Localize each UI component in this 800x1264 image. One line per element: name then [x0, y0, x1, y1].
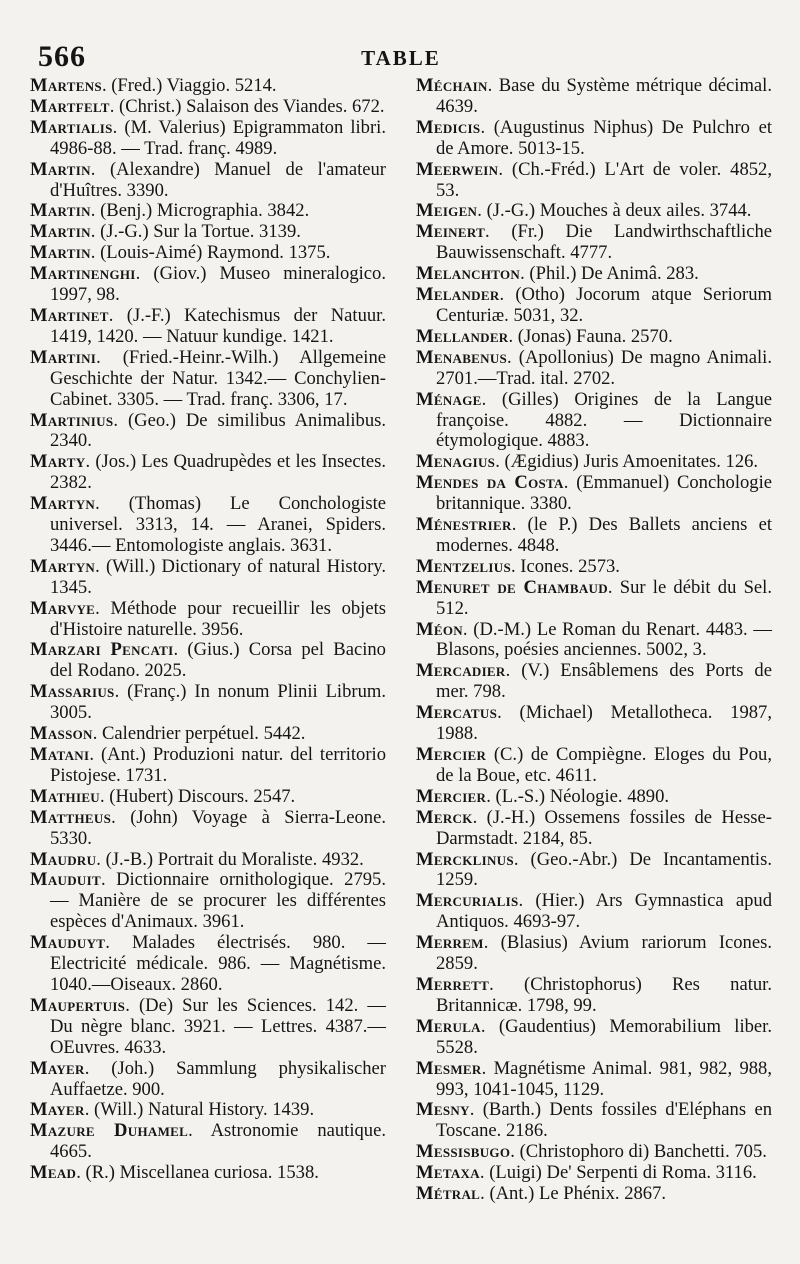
entry-name: Mattheus [30, 806, 112, 828]
entry-text: . (Hubert) Discours. 2547. [99, 785, 296, 807]
entry-text: . (Giov.) Museo mineralogico. 1997, 98. [50, 263, 386, 306]
entry-name: Martinius [30, 409, 114, 431]
entry-name: Méon [416, 618, 463, 640]
entry-text: . (Benj.) Micrographia. 3842. [90, 200, 310, 222]
index-entry [416, 808, 772, 850]
entry-text: . (J.-F.) Katechismus der Natuur. 1419, 1420. — Natuur kundige. 1421. [50, 304, 386, 347]
entry-text: . (Will.) Dictionary of natural History. 1345. [50, 555, 386, 598]
index-columns [30, 76, 772, 1205]
index-entry [416, 1100, 772, 1142]
index-entry [416, 452, 772, 473]
index-entry [416, 473, 772, 515]
entry-name: Martin [30, 200, 91, 222]
entry-text: . (J.-G.) Sur la Tortue. 3139. [90, 221, 301, 243]
entry-name: Méchain [416, 75, 488, 96]
entry-text: . Dictionnaire ornithologique. 2795. — Manière de se procurer les différentes espèces d'Animaux. 3961. [50, 869, 386, 933]
entry-name: Martialis [30, 116, 113, 138]
index-entry [416, 578, 772, 620]
entry-name: Ménestrier [416, 514, 512, 536]
index-entry [30, 724, 386, 745]
entry-name: Meerwein [416, 158, 499, 180]
index-entry [30, 1163, 386, 1184]
page-number: 566 [38, 40, 86, 73]
entry-text: . (le P.) Des Ballets anciens et modernes. 4848. [436, 514, 772, 556]
entry-name: Mesmer [416, 1057, 482, 1079]
entry-text: . (Will.) Natural History. 1439. [84, 1099, 315, 1121]
entry-name: Mentzelius [416, 555, 511, 577]
index-entry [30, 1121, 386, 1163]
entry-text: . (Otho) Jocorum atque Seriorum Centuriæ. 5031, 32. [436, 284, 772, 326]
entry-text: . (Alexandre) Manuel de l'amateur d'Huîtres. 3390. [50, 158, 386, 201]
entry-name: Martin [30, 221, 91, 243]
entry-name: Métral [416, 1183, 481, 1205]
entry-name: Menagius [416, 451, 496, 473]
entry-text: . (Luigi) De' Serpenti di Roma. 3116. [479, 1162, 757, 1184]
entry-name: Marzari Pencati [30, 639, 174, 661]
entry-text: . (Ant.) Le Phénix. 2867. [480, 1183, 667, 1205]
index-entry [30, 870, 386, 933]
entry-text: . (Fr.) Die Landwirthschaftliche Bauwissenschaft. 4777. [436, 221, 772, 264]
index-entry [416, 620, 772, 662]
index-entry [30, 682, 386, 724]
index-entry [30, 118, 386, 160]
entry-name: Mellander [416, 325, 509, 347]
entry-text: . (Phil.) De Animâ. 283. [520, 263, 699, 285]
index-entry [30, 787, 386, 808]
index-entry [30, 933, 386, 996]
index-entry [416, 850, 772, 892]
entry-name: Mercatus [416, 702, 498, 724]
entry-name: Mendes da Costa [416, 472, 564, 494]
entry-name: Mauduyt [30, 932, 106, 954]
entry-name: Meinert [416, 221, 486, 243]
entry-name: Mayer [30, 1099, 85, 1121]
index-entry [30, 745, 386, 787]
page-header [30, 40, 772, 76]
entry-text: . (Jonas) Fauna. 2570. [508, 325, 673, 347]
entry-text: . (Joh.) Sammlung physikalischer Auffaetze. 900. [50, 1057, 386, 1100]
entry-name: Mercier [416, 785, 487, 807]
running-head: TABLE [361, 46, 441, 70]
index-entry [416, 787, 772, 808]
index-entry [416, 1059, 772, 1101]
index-entry [416, 661, 772, 703]
entry-name: Menabenus [416, 346, 508, 368]
left-column [30, 76, 386, 1205]
entry-text: . Icones. 2573. [510, 555, 620, 577]
entry-name: Mazure Duhamel [30, 1120, 189, 1142]
index-entry [30, 201, 386, 222]
entry-name: Masson [30, 723, 93, 745]
entry-text: . Calendrier perpétuel. 5442. [92, 723, 306, 745]
entry-name: Matani [30, 744, 90, 765]
entry-name: Mathieu [30, 785, 100, 807]
entry-text: . (Geo.-Abr.) De Incantamentis. 1259. [436, 848, 772, 891]
entry-name: Mead [30, 1162, 77, 1184]
entry-name: Mercadier [416, 660, 506, 682]
right-column [416, 76, 772, 1205]
index-entry [30, 97, 386, 118]
entry-name: Martini [30, 346, 97, 368]
entry-text: . (J.-G.) Mouches à deux ailes. 3744. [477, 200, 752, 222]
entry-name: Marty [30, 451, 86, 473]
entry-name: Mercklinus [416, 848, 514, 870]
index-entry [416, 1163, 772, 1184]
index-entry [30, 1059, 386, 1101]
entry-name: Martinet [30, 304, 109, 326]
index-entry [30, 599, 386, 641]
index-entry [416, 1017, 772, 1059]
entry-text: . (Ch.-Fréd.) L'Art de voler. 4852, 53. [436, 158, 772, 201]
entry-text: . (Jos.) Les Quadrupèdes et les Insectes. 2382. [50, 451, 386, 494]
index-entry [30, 76, 386, 97]
entry-text: . (R.) Miscellanea curiosa. 1538. [76, 1162, 319, 1184]
index-entry [30, 160, 386, 202]
entry-name: Merck [416, 806, 473, 828]
entry-name: Melander [416, 284, 500, 306]
index-entry [416, 222, 772, 264]
entry-name: Medicis [416, 116, 481, 138]
index-entry [416, 557, 772, 578]
index-entry [416, 1184, 772, 1205]
index-entry [416, 160, 772, 202]
entry-text: . (J.-B.) Portrait du Moraliste. 4932. [96, 848, 364, 870]
index-entry [30, 348, 386, 411]
entry-text: . (John) Voyage à Sierra-Leone. 5330. [50, 806, 386, 849]
index-entry [30, 494, 386, 557]
entry-name: Martfelt [30, 95, 110, 117]
entry-text: . (Ant.) Produzioni natur. del territorio Pistojese. 1731. [50, 744, 386, 786]
entry-text: . (Hier.) Ars Gymnastica apud Antiquos. 4693-97. [436, 890, 772, 933]
entry-name: Martin [30, 158, 91, 180]
entry-name: Martyn [30, 555, 96, 577]
entry-name: Marvye [30, 597, 96, 619]
entry-name: Martinenghi [30, 263, 136, 285]
entry-text: . (Louis-Aimé) Raymond. 1375. [90, 242, 331, 264]
entry-text: . (L.-S.) Néologie. 4890. [486, 785, 670, 807]
index-entry [416, 327, 772, 348]
entry-text: . (Geo.) De similibus Animalibus. 2340. [50, 409, 386, 452]
index-entry [416, 390, 772, 453]
entry-text: . (M. Valerius) Epigrammaton libri. 4986-88. — Trad. franç. 4989. [50, 116, 386, 159]
entry-text: . (Christophoro di) Banchetti. 705. [510, 1141, 767, 1163]
index-entry [30, 1100, 386, 1121]
entry-name: Mesny [416, 1099, 470, 1121]
entry-text: . (Christophorus) Res natur. Britannicæ. 1798, 99. [436, 973, 772, 1016]
index-entry [30, 996, 386, 1059]
index-entry [30, 306, 386, 348]
entry-text: . (V.) Ensâblemens des Ports de mer. 798. [436, 660, 772, 703]
index-entry [416, 76, 772, 118]
index-entry [30, 850, 386, 871]
entry-name: Mercurialis [416, 890, 519, 912]
entry-text: . (De) Sur les Sciences. 142. — Du nègre blanc. 3921. — Lettres. 4387.—OEuvres. 4633. [50, 994, 386, 1058]
entry-text: . (Fred.) Viaggio. 5214. [101, 75, 277, 96]
entry-text: . (Ægidius) Juris Amoenitates. 126. [495, 451, 759, 473]
index-entry [416, 1142, 772, 1163]
entry-name: Mauduit [30, 869, 101, 891]
entry-name: Maupertuis [30, 994, 126, 1016]
entry-text: . Malades électrisés. 980. — Electricité médicale. 986. — Magnétisme. 1040.—Oiseaux. 2860. [50, 932, 386, 995]
entry-name: Meigen [416, 200, 478, 222]
entry-text: . (Gilles) Origines de la Langue françoise. 4882. — Dictionnaire étymologique. 4883. [436, 388, 772, 452]
index-entry [416, 118, 772, 160]
index-entry [416, 201, 772, 222]
entry-text: . (Gius.) Corsa pel Bacino del Rodano. 2025. [50, 639, 386, 682]
entry-name: Martin [30, 242, 91, 264]
index-entry [416, 703, 772, 745]
index-entry [30, 557, 386, 599]
index-entry [30, 808, 386, 850]
index-entry [416, 285, 772, 327]
index-entry [416, 975, 772, 1017]
entry-name: Martyn [30, 493, 96, 515]
entry-text: . (Fried.-Heinr.-Wilh.) Allgemeine Geschichte der Natur. 1342.— Conchylien-Cabinet. 3305. — Trad. franç. 3306, 17. [50, 346, 386, 410]
index-entry [416, 515, 772, 557]
entry-text: . (Christ.) Salaison des Viandes. 672. [109, 95, 385, 117]
entry-name: Martens [30, 75, 102, 96]
entry-name: Merula [416, 1015, 481, 1037]
index-entry [30, 222, 386, 243]
index-entry [416, 745, 772, 787]
index-entry [416, 933, 772, 975]
entry-name: Messisbugo [416, 1141, 511, 1163]
entry-text: . (Blasius) Avium rariorum Icones. 2859. [436, 932, 772, 975]
index-entry [30, 264, 386, 306]
entry-text: . (Emmanuel) Conchologie britannique. 3380. [436, 472, 772, 515]
entry-text: . (Augustinus Niphus) De Pulchro et de Amore. 5013-15. [436, 116, 772, 159]
entry-name: Massarius [30, 681, 115, 703]
index-entry [30, 411, 386, 453]
entry-text: . (Michael) Metallotheca. 1987, 1988. [436, 702, 772, 745]
entry-text: . Méthode pour recueillir les objets d'Histoire naturelle. 3956. [50, 597, 386, 640]
entry-text: . Sur le débit du Sel. 512. [436, 576, 772, 619]
entry-text: . (Thomas) Le Conchologiste universel. 3313, 14. — Aranei, Spiders. 3446.— Entomologiste anglais. 3631. [50, 493, 386, 556]
entry-text: . (Barth.) Dents fossiles d'Eléphans en Toscane. 2186. [436, 1099, 772, 1142]
entry-name: Melanchton [416, 263, 521, 285]
entry-text: . Base du Système métrique décimal. 4639. [436, 75, 772, 117]
index-entry [416, 264, 772, 285]
index-entry [416, 891, 772, 933]
index-entry [30, 640, 386, 682]
index-entry [416, 348, 772, 390]
entry-text: . (Gaudentius) Memorabilium liber. 5528. [436, 1015, 772, 1058]
entry-name: Metaxa [416, 1162, 480, 1184]
index-entry [30, 243, 386, 264]
entry-text: . (J.-H.) Ossemens fossiles de Hesse-Darmstadt. 2184, 85. [436, 806, 772, 849]
entry-name: Ménage [416, 388, 482, 410]
entry-name: Merrem [416, 932, 484, 954]
index-entry [30, 452, 386, 494]
entry-name: Maudru [30, 848, 97, 870]
entry-name: Menuret de Chambaud [416, 576, 608, 598]
entry-text: . (D.-M.) Le Roman du Renart. 4483. — Blasons, poésies anciennes. 5002, 3. [436, 618, 772, 661]
entry-text: . Astronomie nautique. 4665. [50, 1120, 386, 1163]
entry-text: (C.) de Compiègne. Eloges du Pou, de la Boue, etc. 4611. [436, 744, 772, 786]
entry-name: Mayer [30, 1057, 85, 1079]
entry-name: Merrett [416, 973, 490, 995]
entry-text: . (Franç.) In nonum Plinii Librum. 3005. [50, 681, 386, 724]
entry-name: Mercier [416, 744, 487, 765]
entry-text: . Magnétisme Animal. 981, 982, 988, 993, 1041-1045, 1129. [436, 1057, 772, 1100]
entry-text: . (Apollonius) De magno Animali. 2701.—Trad. ital. 2702. [436, 346, 772, 389]
